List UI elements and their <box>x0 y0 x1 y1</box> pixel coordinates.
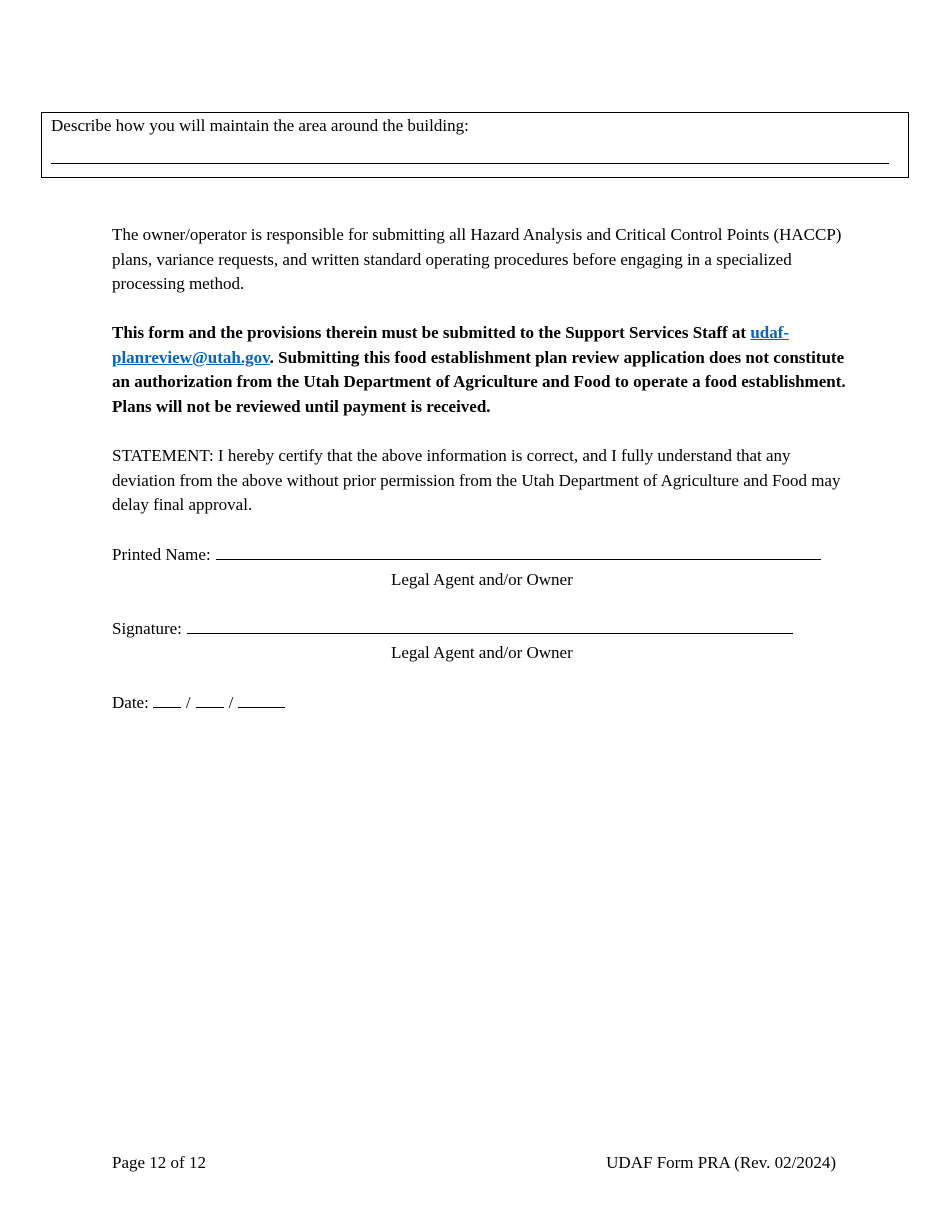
printed-name-caption: Legal Agent and/or Owner <box>391 570 573 589</box>
signature-label: Signature: <box>112 619 182 638</box>
signature-row <box>112 617 793 641</box>
submission-intro-text: This form and the provisions therein must be submitted to the Support Services Staff at <box>112 323 751 342</box>
date-year-field[interactable] <box>238 691 285 708</box>
signature-caption: Legal Agent and/or Owner <box>391 643 573 662</box>
statement-paragraph: STATEMENT: I hereby certify that the above information is correct, and I fully understand that any deviation from the above without prior permission from the Utah Department of Agriculture and Food may delay final approval. <box>112 446 841 515</box>
date-label: Date: <box>112 693 149 712</box>
area-maintenance-label: Describe how you will maintain the area around the building: <box>51 116 469 135</box>
date-month-field[interactable] <box>153 691 181 708</box>
signature-field[interactable] <box>187 617 793 634</box>
printed-name-label: Printed Name: <box>112 545 211 564</box>
submission-rest-text: . Submitting this food establishment plan review application does not constitute an authorization from the Utah Department of Agriculture and Food to operate a food establishment. Plans will not be reviewed until payment is received. <box>112 347 846 416</box>
submission-paragraph <box>112 321 852 419</box>
area-maintenance-box <box>41 112 909 178</box>
printed-name-field[interactable] <box>216 543 821 560</box>
area-maintenance-answer-line[interactable] <box>51 163 889 164</box>
plan-review-email-link[interactable]: udaf-planreview@utah.gov <box>112 323 790 367</box>
page-number: Page 12 of 12 <box>112 1153 206 1172</box>
date-row <box>112 691 285 715</box>
date-day-field[interactable] <box>196 691 224 708</box>
printed-name-row <box>112 543 821 567</box>
form-identifier: UDAF Form PRA (Rev. 02/2024) <box>606 1153 836 1172</box>
haccp-paragraph: The owner/operator is responsible for submitting all Hazard Analysis and Critical Control Points (HACCP) plans, variance requests, and written standard operating procedures before engaging in a specialized processing method. <box>112 225 842 294</box>
date-separator: / <box>185 693 191 712</box>
date-separator: / <box>228 693 234 712</box>
